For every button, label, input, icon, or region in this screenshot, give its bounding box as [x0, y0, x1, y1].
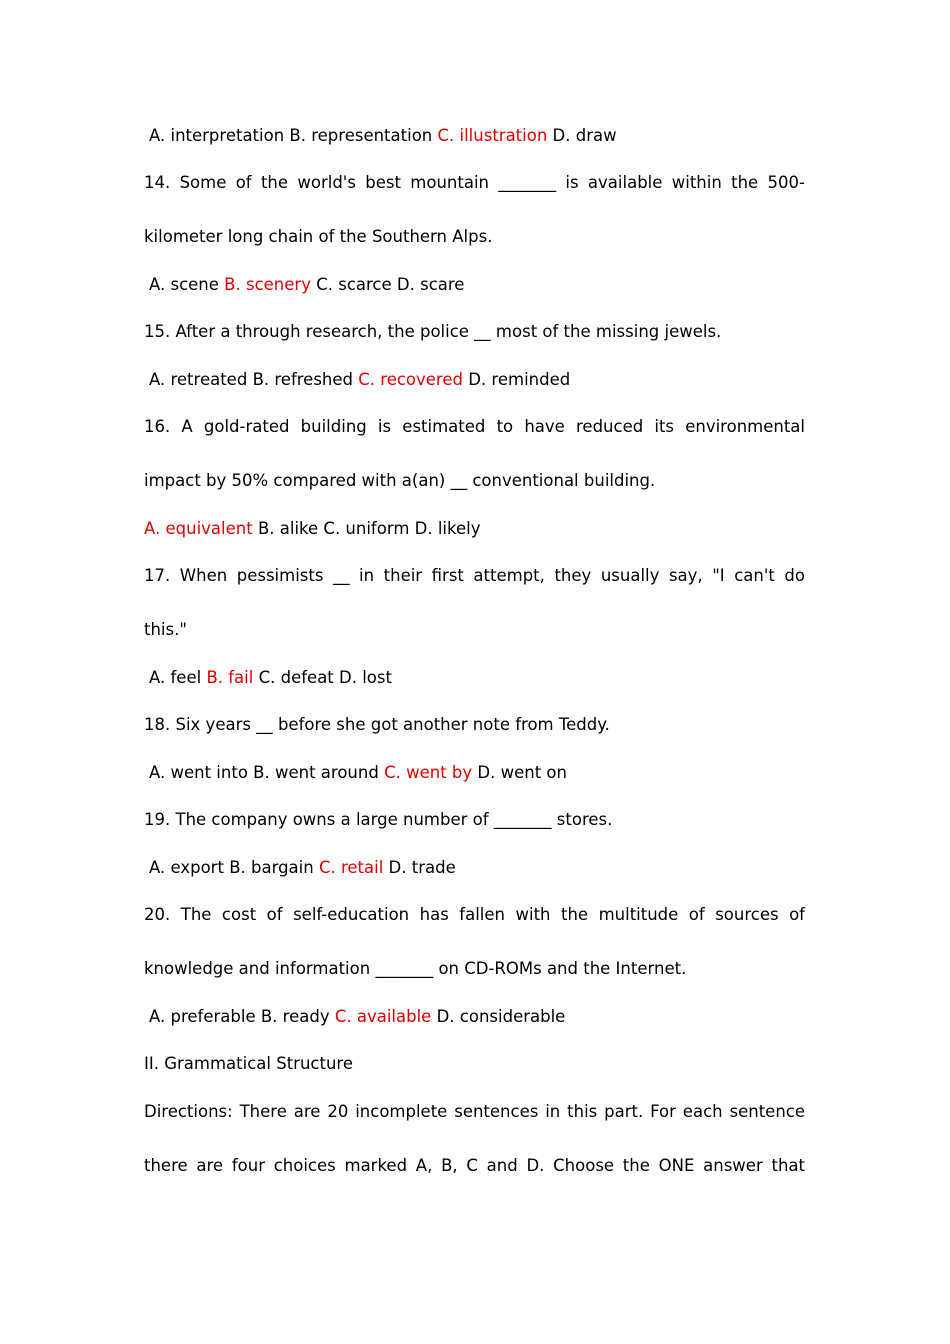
directions-line1: Directions: There are 20 incomplete sentences in this part. For each sentence [144, 1102, 805, 1121]
q14-options [149, 274, 810, 296]
q16-option-d: D. likely [414, 519, 481, 538]
q17-option-c: C. defeat [258, 668, 334, 687]
q19-option-c-answer: C. retail [318, 858, 384, 877]
q18-options [149, 762, 810, 784]
q14-option-d: D. scare [396, 275, 465, 294]
q19-options [149, 857, 810, 879]
q15-option-a: A. retreated [149, 370, 248, 389]
q17-option-b-answer: B. fail [206, 668, 254, 687]
q18-option-b: B. went around [253, 763, 379, 782]
q16-options [144, 518, 805, 540]
q16-option-b: B. alike [257, 519, 319, 538]
q15-option-b: B. refreshed [252, 370, 354, 389]
q16-question-line2: impact by 50% compared with a(an) __ conventional building. [144, 471, 656, 490]
q18-option-a: A. went into [149, 763, 248, 782]
q17-option-a: A. feel [149, 668, 202, 687]
q14-question-line1: 14. Some of the world's best mountain _______ is available within the 500- [144, 173, 805, 192]
q17-option-d: D. lost [339, 668, 392, 687]
q13-option-d: D. draw [552, 126, 617, 145]
q16-option-c: C. uniform [323, 519, 410, 538]
q16-question-line1: 16. A gold-rated building is estimated to have reduced its environmental [144, 417, 805, 436]
q20-question-line2: knowledge and information _______ on CD-ROMs and the Internet. [144, 959, 687, 978]
q19-option-a: A. export [149, 858, 224, 877]
section-heading: II. Grammatical Structure [144, 1054, 353, 1073]
q13-option-a: A. interpretation [149, 126, 285, 145]
q15-question-line1: 15. After a through research, the police __ most of the missing jewels. [144, 322, 722, 341]
q19-option-d: D. trade [388, 858, 456, 877]
q17-options [149, 667, 810, 689]
q20-option-c-answer: C. available [334, 1007, 432, 1026]
q13-option-c-answer: C. illustration [437, 126, 548, 145]
q14-question-line2: kilometer long chain of the Southern Alps. [144, 227, 493, 246]
q18-question-line1: 18. Six years __ before she got another note from Teddy. [144, 715, 610, 734]
q17-question-line1: 17. When pessimists __ in their first attempt, they usually say, "I can't do [144, 566, 805, 585]
q18-option-c-answer: C. went by [384, 763, 473, 782]
q17-question-line2: this." [144, 620, 187, 639]
directions-line2: there are four choices marked A, B, C and D. Choose the ONE answer that [144, 1156, 805, 1175]
q19-question-line1: 19. The company owns a large number of _______ stores. [144, 810, 613, 829]
q20-options [149, 1006, 810, 1028]
q20-option-d: D. considerable [436, 1007, 566, 1026]
q15-options [149, 369, 810, 391]
q14-option-a: A. scene [149, 275, 219, 294]
q15-option-d: D. reminded [468, 370, 571, 389]
q20-option-a: A. preferable [149, 1007, 256, 1026]
q14-option-c: C. scarce [316, 275, 392, 294]
q14-option-b-answer: B. scenery [224, 275, 311, 294]
q13-option-b: B. representation [289, 126, 433, 145]
q20-question-line1: 20. The cost of self-education has fallen with the multitude of sources of [144, 905, 805, 924]
q16-option-a-answer: A. equivalent [144, 519, 253, 538]
q19-option-b: B. bargain [229, 858, 314, 877]
q13-options [149, 125, 810, 147]
q18-option-d: D. went on [477, 763, 567, 782]
q20-option-b: B. ready [260, 1007, 330, 1026]
q15-option-c-answer: C. recovered [358, 370, 463, 389]
